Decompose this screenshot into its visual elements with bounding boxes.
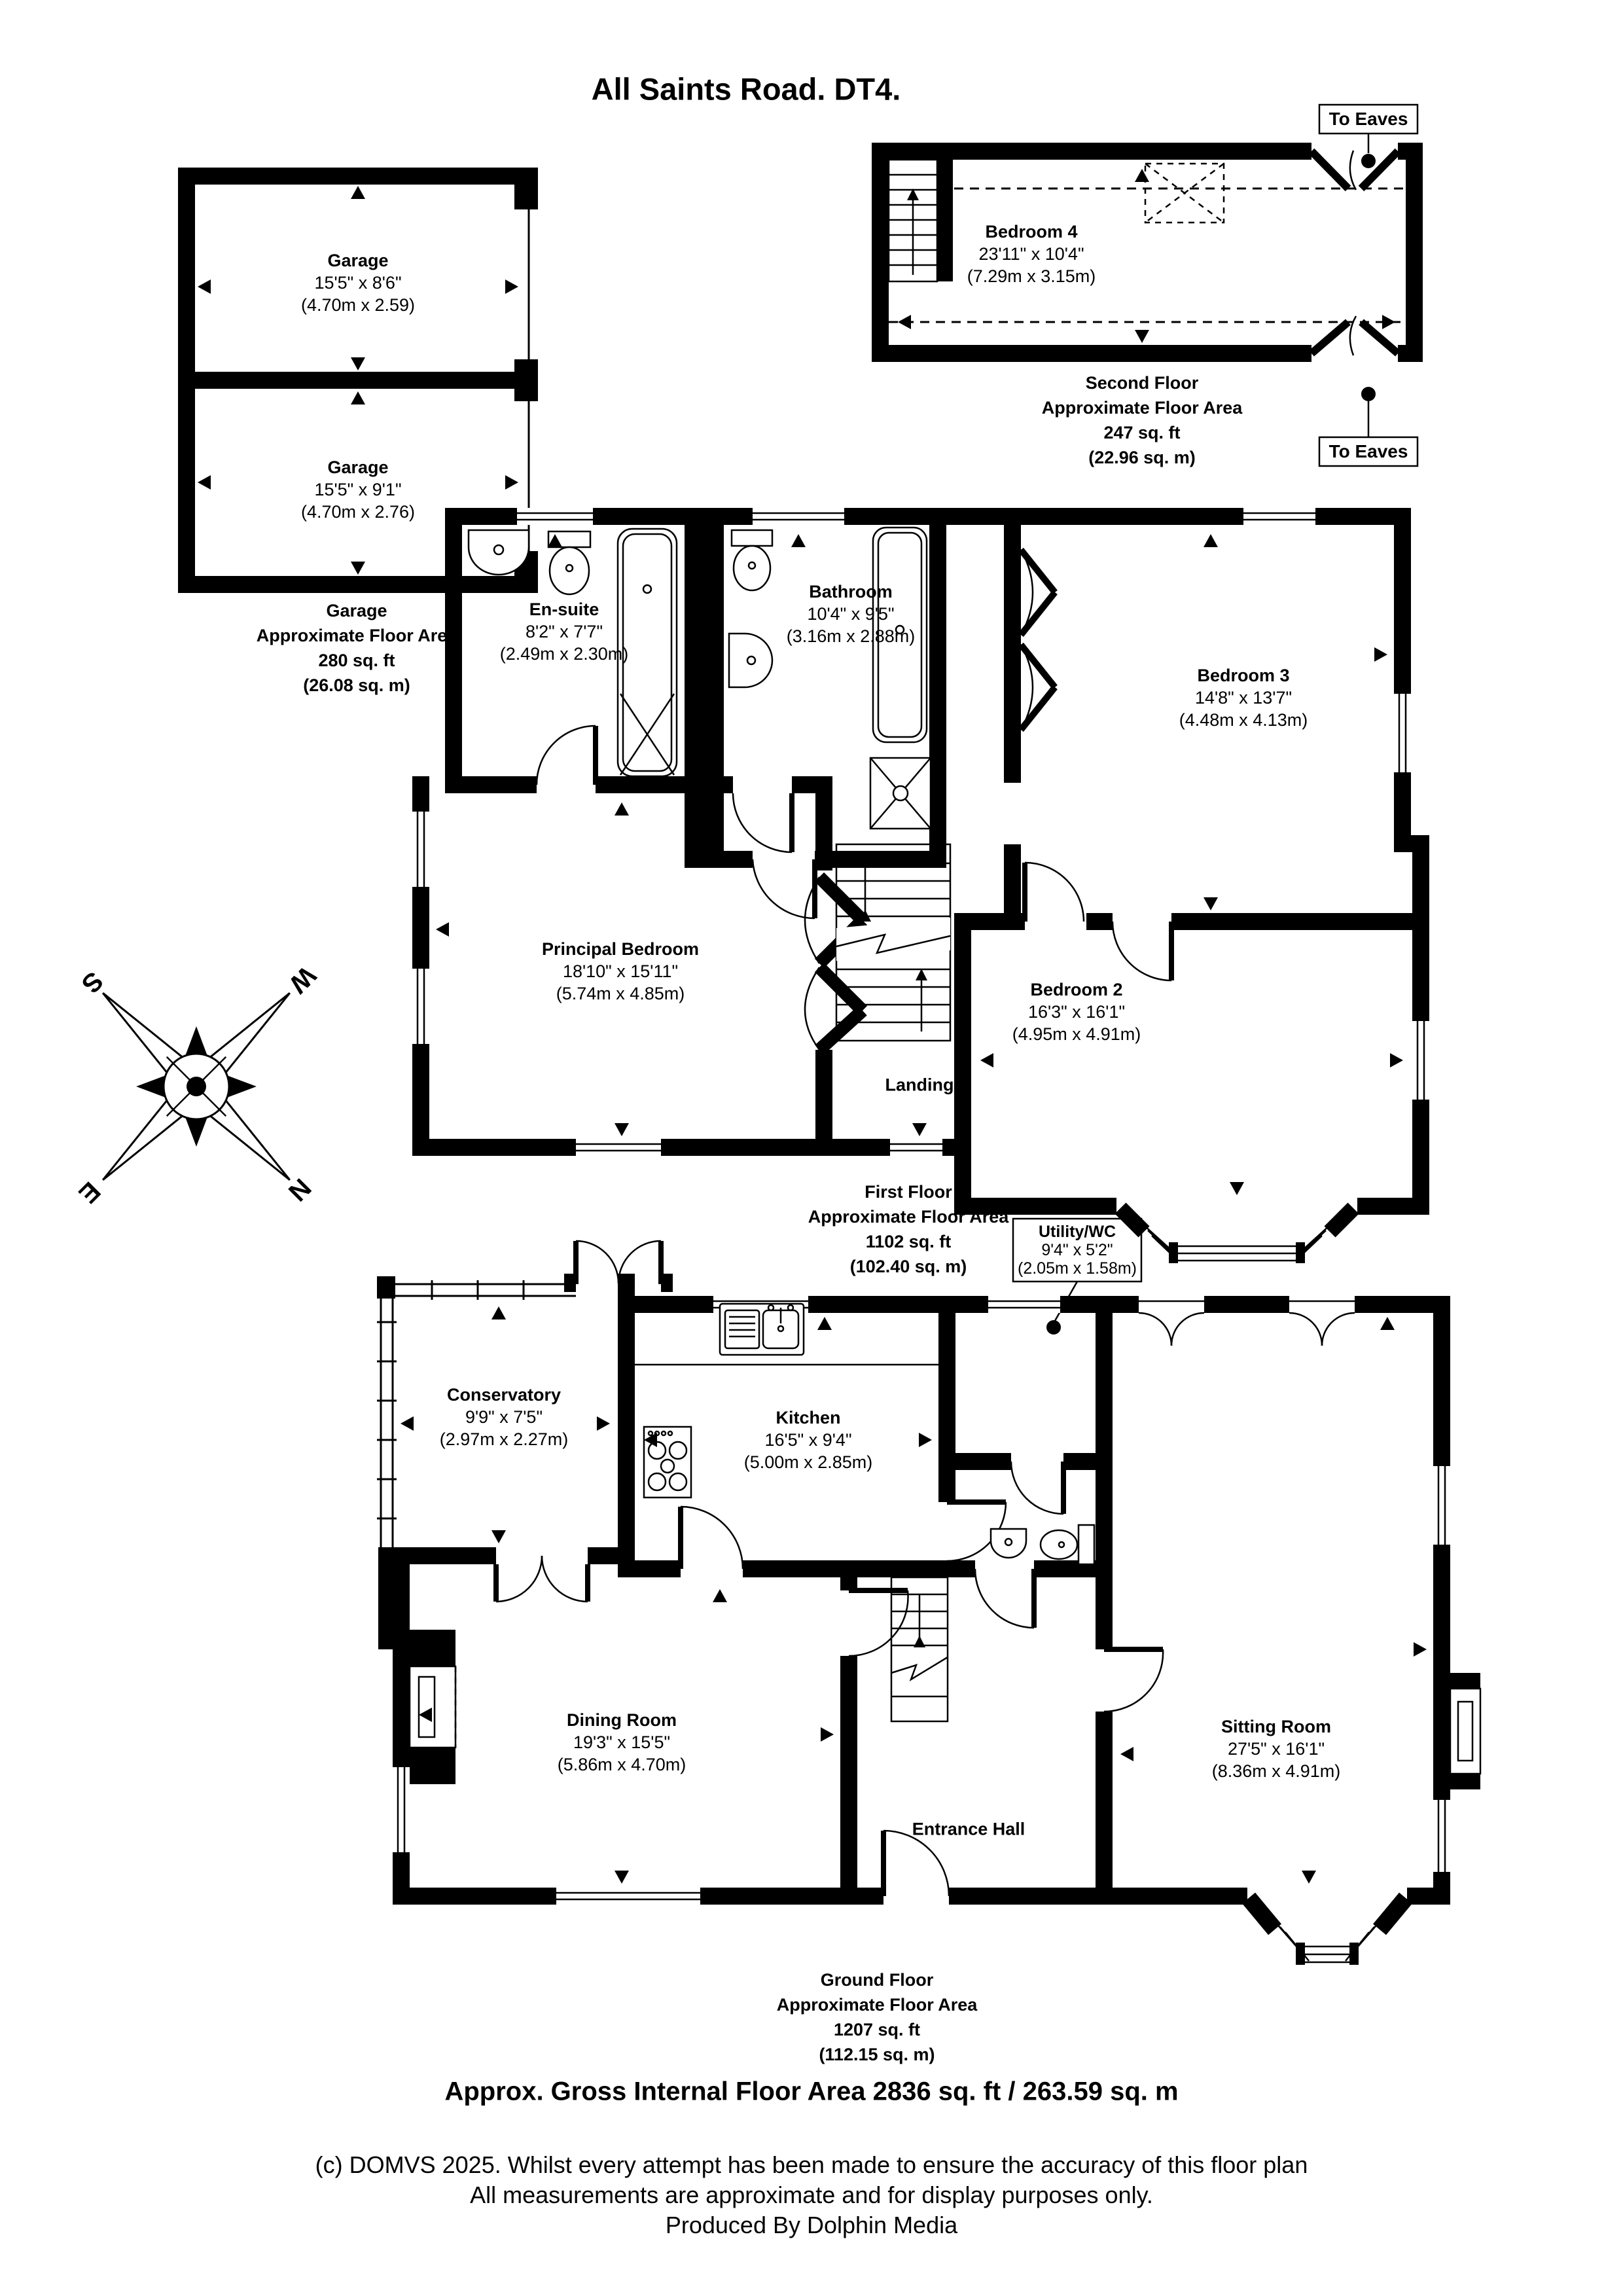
kitchen-sink-icon <box>720 1304 804 1355</box>
room-label-landing: Landing <box>885 1075 954 1095</box>
room-label-sitting: Sitting Room 27'5" x 16'1" (8.36m x 4.91m) <box>1211 1717 1341 1781</box>
shower-icon <box>870 758 931 829</box>
room-label-bathroom: Bathroom 10'4" x 9'5" (3.16m x 2.88m) <box>786 582 916 646</box>
wardrobe-bifold-icon <box>1021 550 1055 730</box>
gross-area-line: Approx. Gross Internal Floor Area 2836 sq. ft / 263.59 sq. m <box>444 2077 1179 2106</box>
second-floor-stairs-icon <box>889 160 953 281</box>
compass-rose-icon <box>0 857 425 1312</box>
compass-e: E <box>73 1175 106 1209</box>
area-label-first-floor: First Floor Approximate Floor Area 1102 sq. ft (102.40 sq. m) <box>808 1182 1009 1276</box>
eaves-slope-top-icon <box>1311 151 1398 188</box>
compass-s: S <box>75 965 109 999</box>
garage-block <box>178 168 538 593</box>
window-icon <box>393 1767 410 1852</box>
room-label-bedroom3: Bedroom 3 14'8" x 13'7" (4.48m x 4.13m) <box>1179 666 1308 730</box>
sitting-bay-window-icon <box>1249 1898 1406 1965</box>
compass-n: N <box>282 1172 317 1207</box>
room-label-bedroom2: Bedroom 2 16'3" x 16'1" (4.95m x 4.91m) <box>1012 980 1141 1044</box>
window-icon <box>988 1296 1060 1313</box>
ground-floor-stairs-icon <box>891 1577 948 1721</box>
room-label-utility: Utility/WC 9'4" x 5'2" (2.05m x 1.58m) <box>1017 1223 1137 1278</box>
area-label-second-floor: Second Floor Approximate Floor Area 247 sq. ft (22.96 sq. m) <box>1041 373 1243 467</box>
compass-w: W <box>283 960 321 999</box>
page-title: All Saints Road. DT4. <box>591 71 901 107</box>
room-label-kitchen: Kitchen 16'5" x 9'4" (5.00m x 2.85m) <box>743 1408 873 1472</box>
ground-floor-block <box>377 1241 1480 1965</box>
disclaimer-line: All measurements are approximate and for display purposes only. <box>470 2181 1153 2208</box>
sink-icon <box>729 634 772 687</box>
window-icon <box>1433 1466 1450 1545</box>
room-label-bedroom4: Bedroom 4 23'11" x 10'4" (7.29m x 3.15m) <box>967 222 1096 286</box>
principal-bay-icon <box>819 877 863 1050</box>
fireplace-icon <box>1450 1673 1480 1789</box>
toilet-icon <box>1079 1525 1094 1564</box>
fireplace-icon <box>410 1630 455 1784</box>
to-eaves-label-top: To Eaves <box>1329 109 1408 129</box>
to-eaves-label-bottom: To Eaves <box>1329 441 1408 461</box>
room-label-entrance: Entrance Hall <box>912 1819 1026 1839</box>
wc-fixtures <box>991 1525 1094 1564</box>
window-icon <box>556 1888 700 1905</box>
area-label-ground-floor: Ground Floor Approximate Floor Area 1207 sq. ft (112.15 sq. m) <box>776 1970 978 2064</box>
room-label-garage-top: Garage 15'5" x 8'6" (4.70m x 2.59) <box>300 251 416 315</box>
room-label-garage-bottom: Garage 15'5" x 9'1" (4.70m x 2.76) <box>300 457 416 522</box>
room-label-dining: Dining Room 19'3" x 15'5" (5.86m x 4.70m) <box>557 1710 687 1774</box>
copyright-line: (c) DOMVS 2025. Whilst every attempt has been made to ensure the accuracy of this floor plan <box>315 2151 1308 2178</box>
room-label-conservatory: Conservatory 9'9" x 7'5" (2.97m x 2.27m) <box>439 1385 569 1449</box>
sink-icon <box>991 1529 1026 1558</box>
bedroom2-bay-window-icon <box>1120 1208 1353 1263</box>
area-label-garage: Garage Approximate Floor Area 280 sq. ft (26.08 sq. m) <box>256 601 457 695</box>
window-icon <box>1433 1800 1450 1872</box>
room-label-ensuite: En-suite 8'2" x 7'7" (2.49m x 2.30m) <box>499 600 629 664</box>
produced-by-line: Produced By Dolphin Media <box>665 2212 958 2238</box>
french-doors-icon <box>496 1556 588 1602</box>
room-label-principal: Principal Bedroom 18'10" x 15'11" (5.74m x 4.85m) <box>541 939 700 1003</box>
skylight-icon <box>1145 164 1224 223</box>
toilet-icon <box>732 530 772 546</box>
